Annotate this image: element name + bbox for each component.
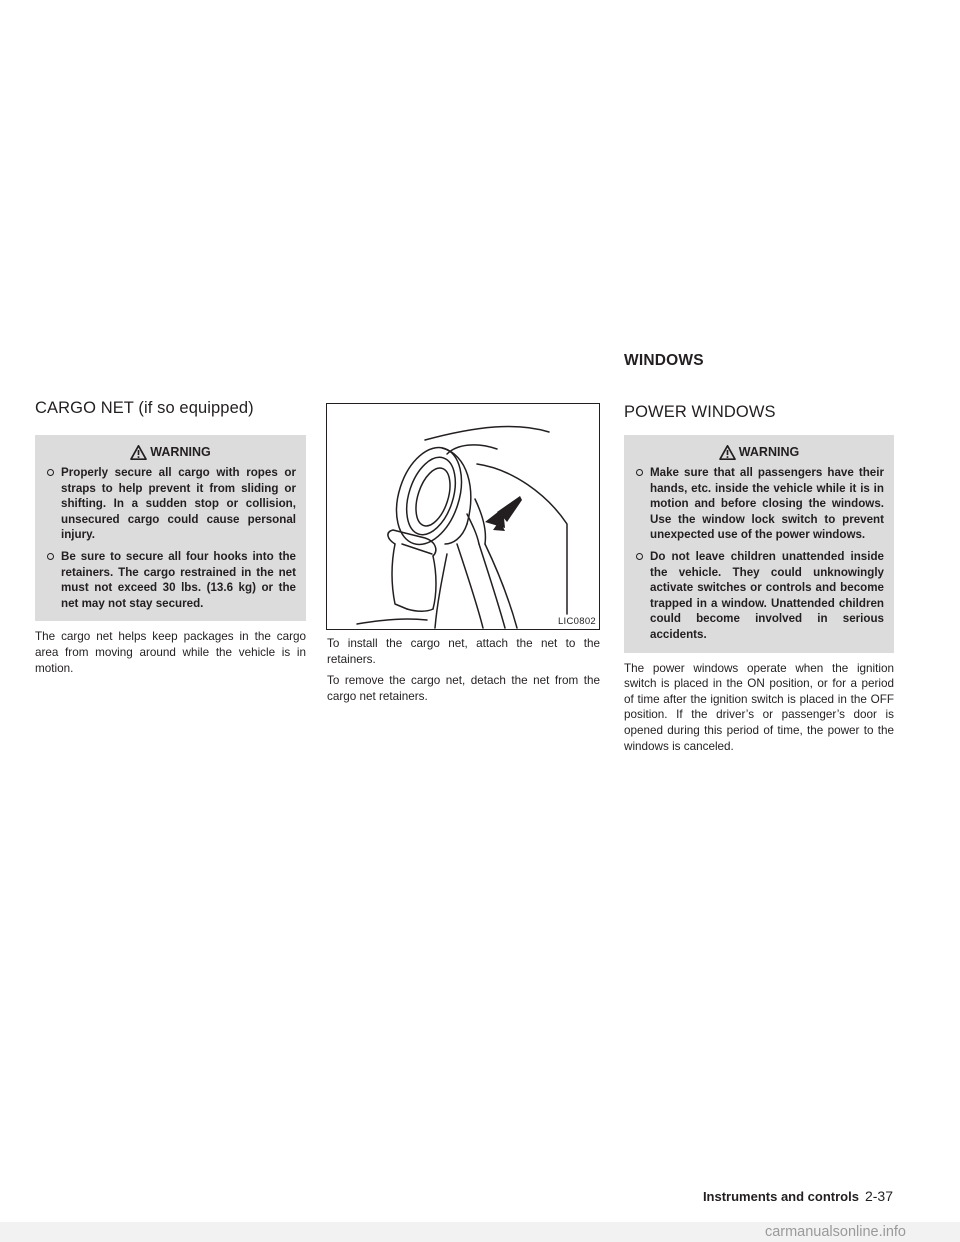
- warning-title: [634, 444, 884, 461]
- section-header: WINDOWS: [624, 352, 704, 369]
- warning-triangle-icon: [719, 445, 736, 460]
- bullet-icon: [636, 469, 643, 476]
- cargo-net-illustration: [326, 403, 600, 630]
- power-windows-warning-box: [624, 435, 894, 653]
- remove-instructions: To remove the cargo net, detach the net from the cargo net retainers.: [327, 674, 600, 703]
- watermark: carmanualsonline.info: [0, 1222, 960, 1242]
- cargo-net-warning-box: [35, 435, 306, 621]
- warning-triangle-icon: [130, 445, 147, 460]
- power-windows-heading: POWER WINDOWS: [624, 403, 776, 421]
- warning-item: Properly secure all cargo with ropes or straps to help prevent it from sliding or shifting. In a sudden stop or collision, unsecured cargo could cause personal injury.: [45, 465, 296, 543]
- warning-title-text: WARNING: [738, 445, 800, 459]
- page-number: 2-37: [864, 1188, 893, 1204]
- bullet-icon: [47, 469, 54, 476]
- middle-column-text: [327, 636, 600, 710]
- right-column: [624, 403, 894, 760]
- figure-code: LIC0802: [557, 616, 596, 627]
- power-windows-description: The power windows operate when the ignition switch is placed in the ON position, or for a period of time after the ignition switch is placed in the OFF position. If the driver’s or passenger’s door is opened during this period of time, the power to the windows is canceled.: [624, 661, 894, 753]
- page-footer: [600, 1188, 893, 1204]
- bullet-icon: [636, 553, 643, 560]
- cargo-net-description: The cargo net helps keep packages in the cargo area from moving around while the vehicle is in motion.: [35, 630, 306, 675]
- warning-list: [45, 465, 296, 611]
- warning-title: [45, 444, 296, 461]
- warning-list: [634, 465, 884, 643]
- warning-item: Do not leave children unattended inside the vehicle. They could unknowingly activate switches or controls and become trapped in a window. Unattended children could become involved in serious accidents.: [634, 549, 884, 643]
- bullet-icon: [47, 553, 54, 560]
- chapter-title: Instruments and controls: [702, 1189, 859, 1204]
- cargo-net-heading: CARGO NET (if so equipped): [35, 399, 254, 417]
- cargo-net-hook-drawing: [327, 404, 599, 629]
- warning-item: Be sure to secure all four hooks into the retainers. The cargo restrained in the net must not exceed 30 lbs. (13.6 kg) or the net may not stay secured.: [45, 549, 296, 611]
- install-instructions: To install the cargo net, attach the net to the retainers.: [327, 637, 600, 666]
- warning-item: Make sure that all passengers have their hands, etc. inside the vehicle while it is in motion and before closing the windows. Use the window lock switch to prevent unexpected use of the power windows.: [634, 465, 884, 543]
- left-column: [35, 399, 306, 682]
- warning-title-text: WARNING: [150, 445, 211, 459]
